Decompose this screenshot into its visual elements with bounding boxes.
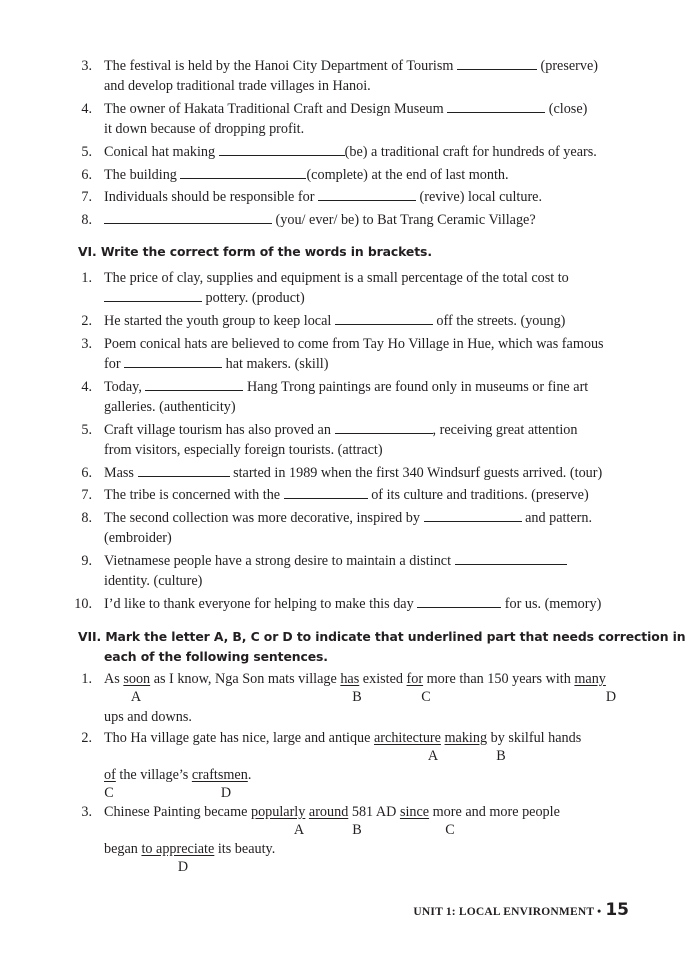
item-text-cont: and develop traditional trade villages in Hanoi. — [104, 78, 371, 94]
underlined-option-b: making — [444, 730, 488, 746]
option-label-a[interactable]: A — [293, 822, 305, 838]
item-number: 5. — [81, 144, 92, 160]
item-number: 3. — [81, 804, 92, 820]
option-label-b[interactable]: B — [496, 748, 506, 764]
item-number: 8. — [81, 510, 92, 526]
answer-blank[interactable] — [180, 167, 306, 179]
item-text: Today, Hang Trong paintings are found only in museums or fine art — [104, 379, 589, 395]
section-heading-vi: VI. Write the correct form of the words in brackets. — [78, 244, 432, 259]
item-text-cont: (embroider) — [104, 530, 172, 546]
section-heading-vii: VII. Mark the letter A, B, C or D to indicate that underlined part that needs correction in — [78, 629, 686, 644]
option-label-a[interactable]: A — [130, 689, 142, 705]
item-text: Poem conical hats are believed to come from Tay Ho Village in Hue, which was famous — [104, 336, 604, 352]
item-number: 8. — [81, 212, 92, 228]
option-label-c[interactable]: C — [421, 689, 431, 705]
option-label-b[interactable]: B — [352, 822, 362, 838]
item-number: 6. — [81, 167, 92, 183]
underlined-option-d: to appreciate — [141, 841, 215, 857]
item-number: 3. — [81, 58, 92, 74]
item-text-cont: it down because of dropping profit. — [104, 121, 305, 137]
answer-blank[interactable] — [124, 356, 222, 368]
question-text-cont: ups and downs. — [104, 709, 192, 725]
footer-unit-title: UNIT 1: LOCAL ENVIRONMENT • — [413, 906, 602, 918]
item-text-cont: pottery. (product) — [104, 289, 305, 307]
answer-blank[interactable] — [455, 553, 567, 565]
underlined-option-c: since — [399, 804, 430, 820]
option-label-c[interactable]: C — [104, 785, 114, 801]
item-text-cont: identity. (culture) — [104, 573, 203, 589]
underlined-option-d: craftsmen — [191, 767, 248, 783]
page-number: 15 — [605, 900, 629, 920]
underlined-option-c: of — [104, 767, 116, 783]
answer-blank[interactable] — [335, 313, 433, 325]
answer-blank[interactable] — [138, 465, 230, 477]
underlined-option-d: many — [574, 671, 606, 687]
underlined-option-a: soon — [123, 671, 151, 687]
item-number: 4. — [81, 379, 92, 395]
item-text: The building (complete) at the end of last month. — [104, 167, 509, 183]
underlined-option-c: for — [406, 671, 424, 687]
item-number: 6. — [81, 465, 92, 481]
item-text: Mass started in 1989 when the first 340 Windsurf guests arrived. (tour) — [104, 465, 603, 481]
page-footer — [413, 900, 629, 920]
item-number: 7. — [81, 487, 92, 503]
answer-blank[interactable] — [284, 487, 368, 499]
question-text: Tho Ha village gate has nice, large and antique architecture making by skilful hands — [104, 730, 582, 746]
answer-blank[interactable] — [219, 144, 345, 156]
item-number: 1. — [81, 671, 92, 687]
section-heading-vii-cont: each of the following sentences. — [104, 649, 328, 664]
answer-blank[interactable] — [145, 379, 243, 391]
item-text: He started the youth group to keep local off the streets. (young) — [104, 313, 566, 329]
option-label-d[interactable]: D — [177, 859, 189, 875]
item-text: Individuals should be responsible for (revive) local culture. — [104, 189, 543, 205]
underlined-option-a: popularly — [250, 804, 306, 820]
item-text: The festival is held by the Hanoi City Department of Tourism (preserve) — [104, 58, 599, 74]
option-label-d[interactable]: D — [220, 785, 232, 801]
underlined-option-a: architecture — [374, 730, 441, 746]
option-label-a[interactable]: A — [427, 748, 439, 764]
item-text-cont: from visitors, especially foreign tourists. (attract) — [104, 442, 383, 458]
item-number: 1. — [81, 270, 92, 286]
item-text-cont: galleries. (authenticity) — [104, 399, 236, 415]
item-text: The tribe is concerned with the of its culture and traditions. (preserve) — [104, 487, 589, 503]
answer-blank[interactable] — [318, 189, 416, 201]
answer-blank[interactable] — [447, 101, 545, 113]
question-text: Chinese Painting became popularly around 581 AD since more and more people — [104, 804, 560, 820]
answer-blank[interactable] — [335, 422, 433, 434]
item-text: (you/ ever/ be) to Bat Trang Ceramic Village? — [104, 211, 536, 229]
item-number: 2. — [81, 730, 92, 746]
answer-blank[interactable] — [104, 212, 272, 224]
item-text-cont: for hat makers. (skill) — [104, 356, 329, 372]
item-number: 4. — [81, 101, 92, 117]
item-number: 5. — [81, 422, 92, 438]
question-text-cont: began to appreciate its beauty. — [104, 841, 276, 857]
answer-blank[interactable] — [457, 58, 537, 70]
item-text: Craft village tourism has also proved an , receiving great attention — [104, 422, 578, 438]
item-text: I’d like to thank everyone for helping to make this day for us. (memory) — [104, 596, 602, 612]
underlined-option-b: around — [308, 804, 349, 820]
item-number: 7. — [81, 189, 92, 205]
answer-blank[interactable] — [104, 290, 202, 302]
answer-blank[interactable] — [417, 596, 501, 608]
option-label-d[interactable]: D — [605, 689, 617, 705]
item-number: 10. — [74, 596, 92, 612]
question-text-cont: of the village’s craftsmen. — [104, 767, 252, 783]
item-number: 9. — [81, 553, 92, 569]
question-text: As soon as I know, Nga Son mats village has existed for more than 150 years with many — [104, 671, 606, 687]
item-text: Conical hat making (be) a traditional craft for hundreds of years. — [104, 144, 597, 160]
item-text: Vietnamese people have a strong desire to maintain a distinct — [104, 552, 629, 570]
option-label-b[interactable]: B — [352, 689, 362, 705]
item-text: The price of clay, supplies and equipment is a small percentage of the total cost to — [104, 270, 569, 286]
item-number: 3. — [81, 336, 92, 352]
item-text: The owner of Hakata Traditional Craft and Design Museum (close) — [104, 101, 588, 117]
underlined-option-b: has — [340, 671, 360, 687]
item-number: 2. — [81, 313, 92, 329]
option-label-c[interactable]: C — [445, 822, 455, 838]
answer-blank[interactable] — [424, 510, 522, 522]
item-text: The second collection was more decorative, inspired by and pattern. — [104, 510, 593, 526]
